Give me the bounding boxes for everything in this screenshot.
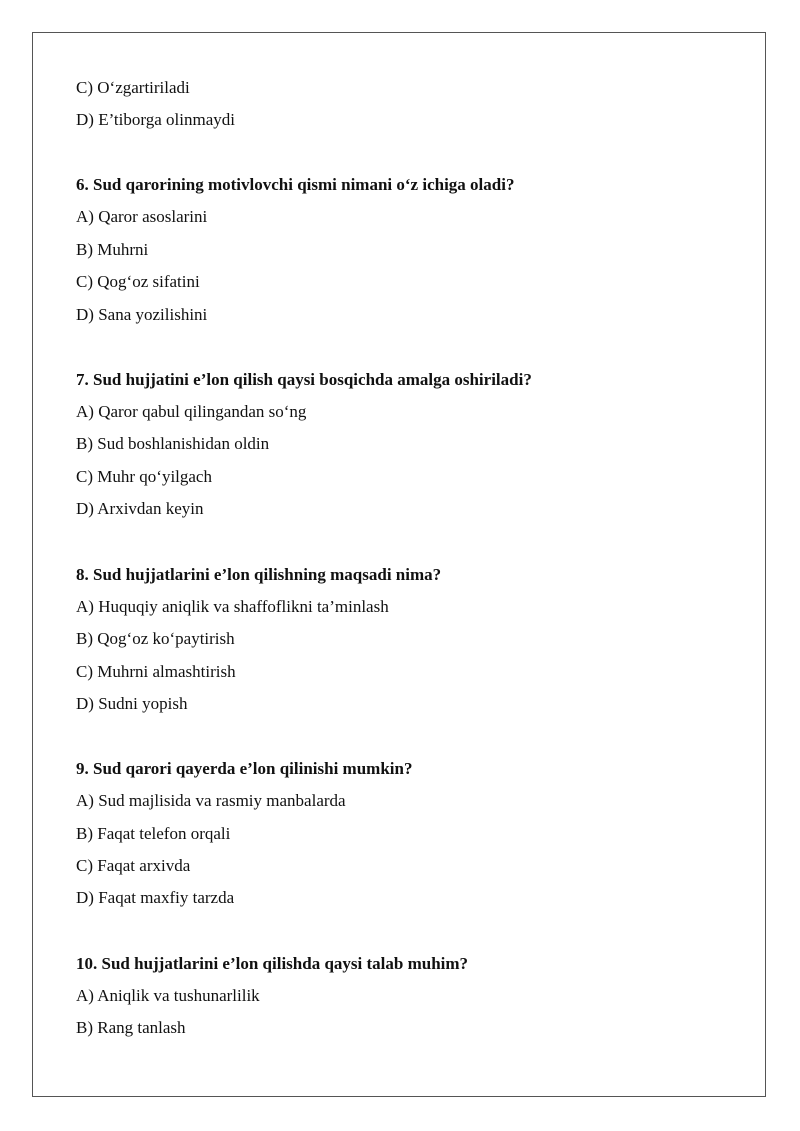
lead-option-d: D) E’tiborga olinmaydi: [76, 110, 235, 129]
question-6: 6. Sud qarorining motivlovchi qismi nimani o‘z ichiga oladi?: [76, 175, 515, 194]
question-6-option-a: A) Qaror asoslarini: [76, 207, 208, 226]
question-10-option-a: A) Aniqlik va tushunarlilik: [76, 986, 260, 1005]
question-9-option-b: B) Faqat telefon orqali: [76, 824, 231, 843]
question-10: 10. Sud hujjatlarini e’lon qilishda qaysi talab muhim?: [76, 954, 469, 973]
question-8-option-c: C) Muhrni almashtirish: [76, 662, 236, 681]
question-10-option-b: B) Rang tanlash: [76, 1018, 186, 1037]
question-7-option-a: A) Qaror qabul qilingandan so‘ng: [76, 402, 307, 421]
question-7-option-c: C) Muhr qo‘yilgach: [76, 467, 212, 486]
question-9-option-a: A) Sud majlisida va rasmiy manbalarda: [76, 791, 346, 810]
question-8-option-a: A) Huquqiy aniqlik va shaffoflikni ta’minlash: [76, 597, 389, 616]
question-6-option-b: B) Muhrni: [76, 240, 149, 259]
question-6-option-c: C) Qog‘oz sifatini: [76, 272, 200, 291]
question-9-option-d: D) Faqat maxfiy tarzda: [76, 888, 235, 907]
question-7-option-d: D) Arxivdan keyin: [76, 499, 204, 518]
question-7-option-b: B) Sud boshlanishidan oldin: [76, 434, 270, 453]
question-9-option-c: C) Faqat arxivda: [76, 856, 191, 875]
question-8: 8. Sud hujjatlarini e’lon qilishning maqsadi nima?: [76, 565, 442, 584]
question-8-option-b: B) Qog‘oz ko‘paytirish: [76, 629, 235, 648]
question-8-option-d: D) Sudni yopish: [76, 694, 188, 713]
question-9: 9. Sud qarori qayerda e’lon qilinishi mumkin?: [76, 759, 413, 778]
question-6-option-d: D) Sana yozilishini: [76, 305, 208, 324]
lead-option-c: C) O‘zgartiriladi: [76, 78, 190, 97]
question-7: 7. Sud hujjatini e’lon qilish qaysi bosqichda amalga oshiriladi?: [76, 370, 532, 389]
